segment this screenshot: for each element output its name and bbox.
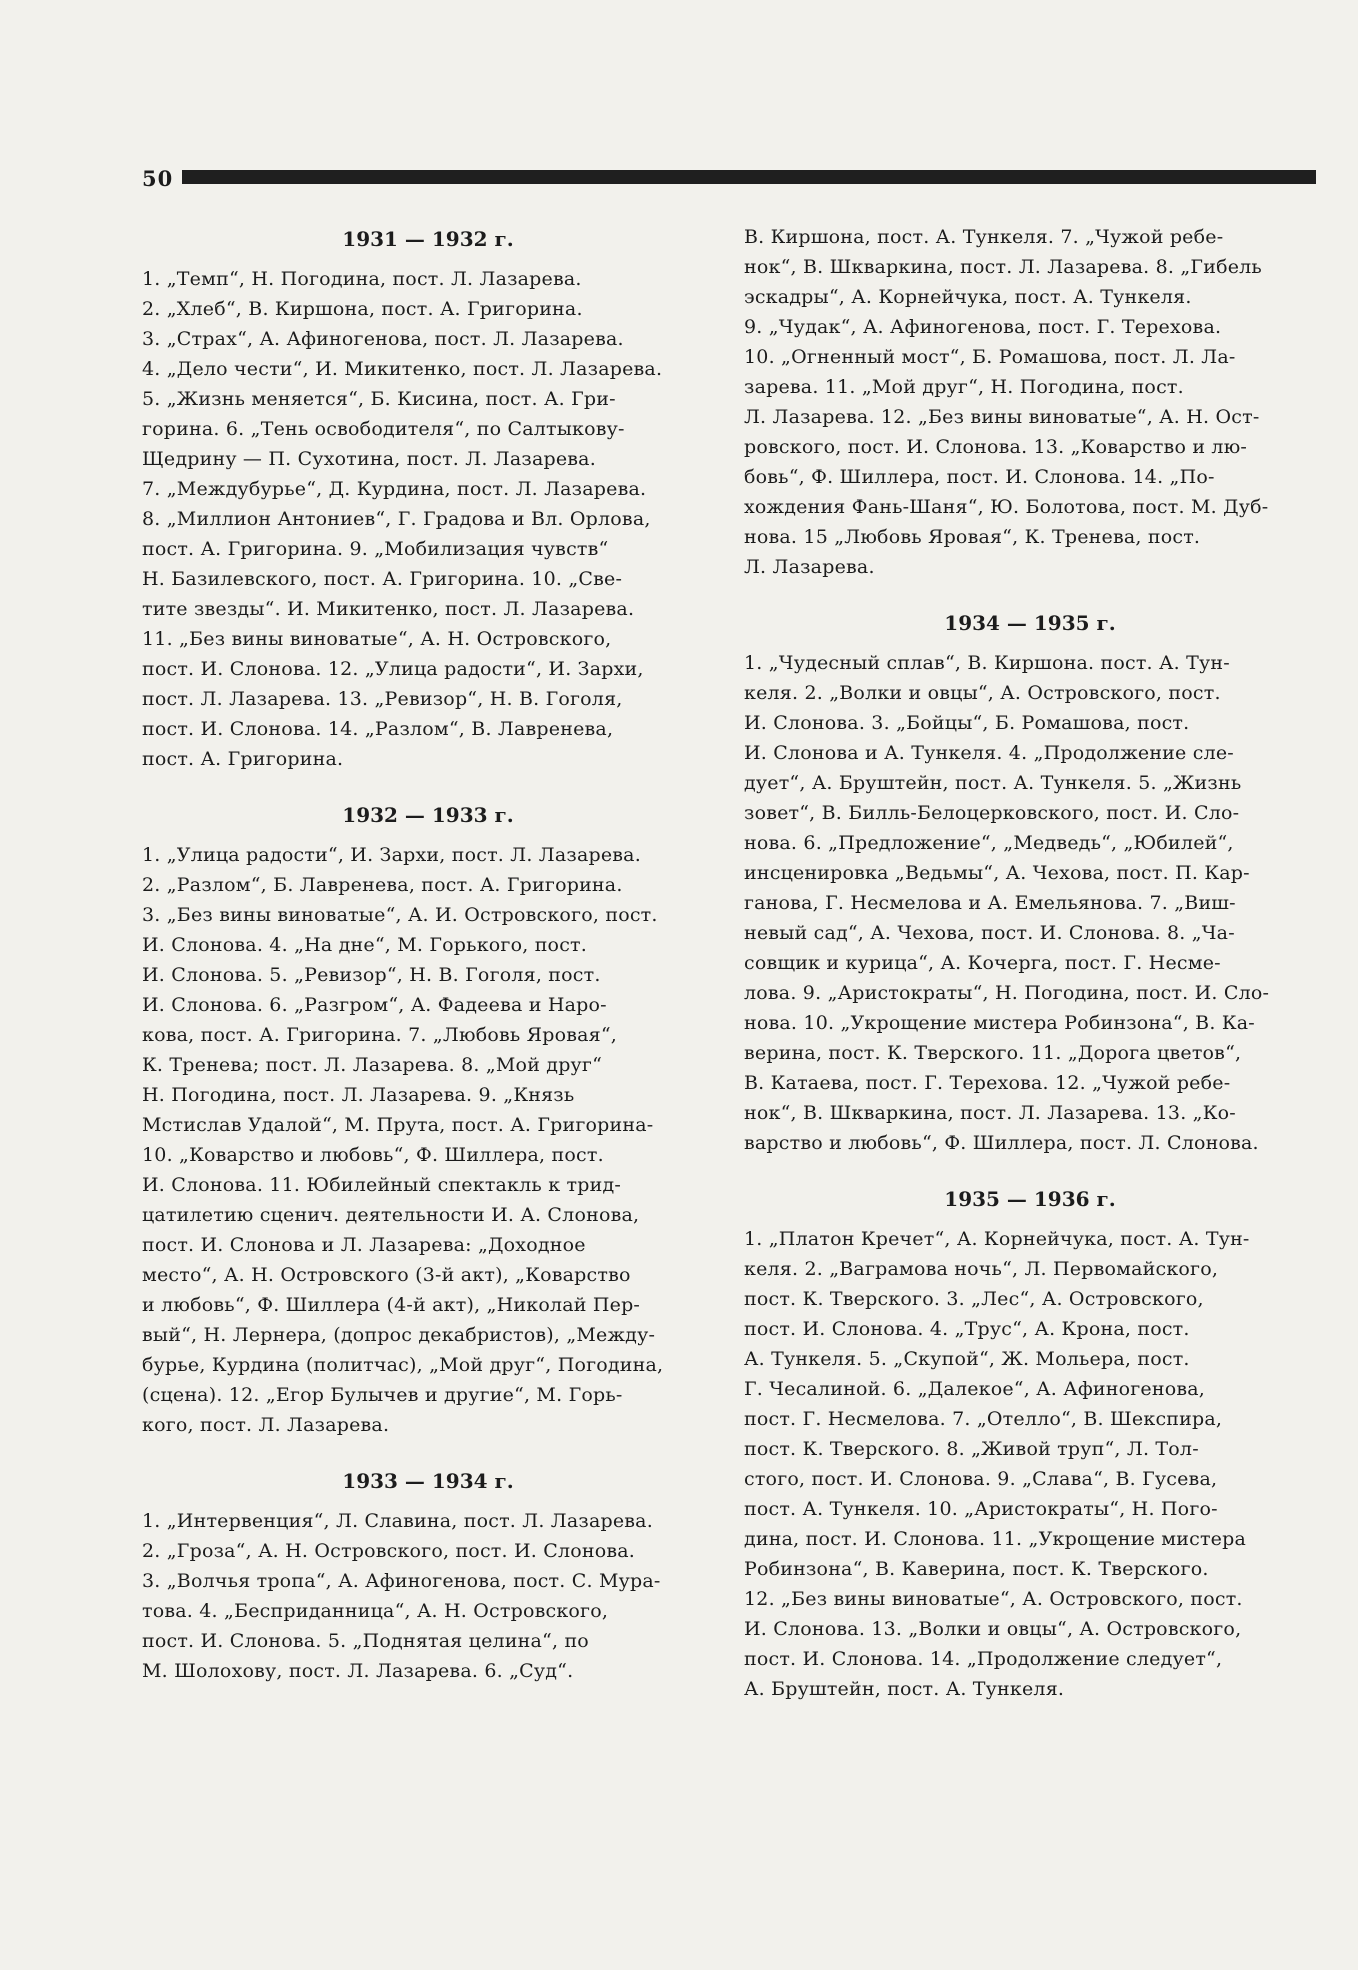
text-line: 12. „Без вины виноватые“, А. Островского, пост.: [744, 1588, 1243, 1610]
season-title: 1932 — 1933 г.: [342, 803, 514, 827]
text-line: лова. 9. „Аристократы“, Н. Погодина, пост. И. Сло-: [744, 982, 1270, 1004]
text-line: 2. „Хлеб“, В. Киршона, пост. А. Григорина.: [142, 298, 583, 320]
season-title: 1935 — 1936 г.: [944, 1187, 1116, 1211]
text-line: варство и любовь“, Ф. Шиллера, пост. Л. Слонова.: [744, 1132, 1259, 1154]
text-line: И. Слонова и А. Тункеля. 4. „Продолжение сле-: [744, 742, 1234, 764]
season-block: [744, 606, 1316, 1158]
text-line: 9. „Чудак“, А. Афиногенова, пост. Г. Терехова.: [744, 316, 1222, 338]
text-line: горина. 6. „Тень освободителя“, по Салтыкову-: [142, 418, 625, 440]
text-line: 1. „Улица радости“, И. Зархи, пост. Л. Лазарева.: [142, 844, 641, 866]
text-line: 3. „Волчья тропа“, А. Афиногенова, пост. С. Мура-: [142, 1570, 661, 1592]
text-line: пост. К. Тверского. 3. „Лес“, А. Островского,: [744, 1288, 1204, 1310]
text-line: 3. „Страх“, А. Афиногенова, пост. Л. Лазарева.: [142, 328, 624, 350]
text-line: ганова, Г. Несмелова и А. Емельянова. 7. „Виш-: [744, 892, 1236, 914]
season-entries: [142, 1506, 714, 1686]
season-title: 1934 — 1935 г.: [944, 611, 1116, 635]
season-entries: [142, 840, 714, 1440]
season-title: 1933 — 1934 г.: [342, 1469, 514, 1493]
text-line: стого, пост. И. Слонова. 9. „Слава“, В. Гусева,: [744, 1468, 1218, 1490]
text-line: М. Шолохову, пост. Л. Лазарева. 6. „Суд“.: [142, 1660, 574, 1682]
season-block: [142, 798, 714, 1440]
text-line: (сцена). 12. „Егор Булычев и другие“, М. Горь-: [142, 1384, 623, 1406]
text-line: инсценировка „Ведьмы“, А. Чехова, пост. П. Кар-: [744, 862, 1250, 884]
text-line: 2. „Разлом“, Б. Лавренева, пост. А. Григорина.: [142, 874, 623, 896]
text-line: пост. И. Слонова. 12. „Улица радости“, И. Зархи,: [142, 658, 644, 680]
header-rule: [182, 170, 1316, 184]
text-line: 5. „Жизнь меняется“, Б. Кисина, пост. А. Гри-: [142, 388, 616, 410]
text-line: пост. К. Тверского. 8. „Живой труп“, Л. Тол-: [744, 1438, 1199, 1460]
text-line: зарева. 11. „Мой друг“, Н. Погодина, пост.: [744, 376, 1184, 398]
text-line: пост. А. Григорина. 9. „Мобилизация чувств“: [142, 538, 609, 560]
season-title: 1931 — 1932 г.: [342, 227, 514, 251]
right-column: [744, 222, 1316, 1728]
season-block: [744, 1182, 1316, 1704]
text-line: К. Тренева; пост. Л. Лазарева. 8. „Мой друг“: [142, 1054, 603, 1076]
text-line: пост. И. Слонова и Л. Лазарева: „Доходное: [142, 1234, 586, 1256]
text-line: В. Катаева, пост. Г. Терехова. 12. „Чужой ребе-: [744, 1072, 1231, 1094]
text-line: А. Бруштейн, пост. А. Тункеля.: [744, 1678, 1065, 1700]
season-entries: [744, 1224, 1316, 1704]
text-line: пост. И. Слонова. 5. „Поднятая целина“, по: [142, 1630, 589, 1652]
text-line: И. Слонова. 5. „Ревизор“, Н. В. Гоголя, пост.: [142, 964, 601, 986]
text-line: келя. 2. „Волки и овцы“, А. Островского, пост.: [744, 682, 1221, 704]
continued-entries: [744, 222, 1316, 582]
text-line: пост. Г. Несмелова. 7. „Отелло“, В. Шекспира,: [744, 1408, 1223, 1430]
text-line: нова. 15 „Любовь Яровая“, К. Тренева, пост.: [744, 526, 1201, 548]
text-line: пост. А. Тункеля. 10. „Аристократы“, Н. Пого-: [744, 1498, 1218, 1520]
text-line: и любовь“, Ф. Шиллера (4-й акт), „Николай Пер-: [142, 1294, 641, 1316]
text-line: 3. „Без вины виноватые“, А. И. Островского, пост.: [142, 904, 658, 926]
text-line: кого, пост. Л. Лазарева.: [142, 1414, 390, 1436]
text-line: 10. „Коварство и любовь“, Ф. Шиллера, пост.: [142, 1144, 604, 1166]
text-line: вый“, Н. Лернера, (допрос декабристов), „Между-: [142, 1324, 656, 1346]
text-line: дина, пост. И. Слонова. 11. „Укрощение мистера: [744, 1528, 1247, 1550]
text-line: тите звезды“. И. Микитенко, пост. Л. Лазарева.: [142, 598, 635, 620]
text-line: пост. Л. Лазарева. 13. „Ревизор“, Н. В. Гоголя,: [142, 688, 623, 710]
text-line: 10. „Огненный мост“, Б. Ромашова, пост. Л. Ла-: [744, 346, 1236, 368]
season-entries: [142, 264, 714, 774]
text-line: верина, пост. К. Тверского. 11. „Дорога цветов“,: [744, 1042, 1242, 1064]
text-line: И. Слонова. 11. Юбилейный спектакль к трид-: [142, 1174, 621, 1196]
text-line: 11. „Без вины виноватые“, А. Н. Островского,: [142, 628, 612, 650]
text-line: ровского, пост. И. Слонова. 13. „Коварство и лю-: [744, 436, 1248, 458]
text-line: 1. „Темп“, Н. Погодина, пост. Л. Лазарева.: [142, 268, 582, 290]
text-line: Н. Погодина, пост. Л. Лазарева. 9. „Князь: [142, 1084, 575, 1106]
text-line: дует“, А. Бруштейн, пост. А. Тункеля. 5. „Жизнь: [744, 772, 1242, 794]
page-number: 50: [142, 166, 174, 191]
text-line: пост. И. Слонова. 14. „Разлом“, В. Лавренева,: [142, 718, 614, 740]
text-line: нова. 6. „Предложение“, „Медведь“, „Юбилей“,: [744, 832, 1234, 854]
text-line: 7. „Междубурье“, Д. Курдина, пост. Л. Лазарева.: [142, 478, 647, 500]
text-line: А. Тункеля. 5. „Скупой“, Ж. Мольера, пост.: [744, 1348, 1190, 1370]
text-line: това. 4. „Бесприданница“, А. Н. Островского,: [142, 1600, 609, 1622]
left-column: [142, 222, 714, 1710]
text-line: И. Слонова. 6. „Разгром“, А. Фадеева и Наро-: [142, 994, 607, 1016]
text-line: И. Слонова. 3. „Бойцы“, Б. Ромашова, пост.: [744, 712, 1190, 734]
text-line: пост. А. Григорина.: [142, 748, 344, 770]
text-line: пост. И. Слонова. 4. „Трус“, А. Крона, пост.: [744, 1318, 1190, 1340]
text-line: бурье, Курдина (политчас), „Мой друг“, Погодина,: [142, 1354, 664, 1376]
text-line: келя. 2. „Ваграмова ночь“, Л. Первомайского,: [744, 1258, 1219, 1280]
text-line: И. Слонова. 4. „На дне“, М. Горького, пост.: [142, 934, 587, 956]
text-line: 1. „Интервенция“, Л. Славина, пост. Л. Лазарева.: [142, 1510, 653, 1532]
text-line: хождения Фань-Шаня“, Ю. Болотова, пост. М. Дуб-: [744, 496, 1269, 518]
text-line: нова. 10. „Укрощение мистера Робинзона“, В. Ка-: [744, 1012, 1255, 1034]
text-line: пост. И. Слонова. 14. „Продолжение следует“,: [744, 1648, 1223, 1670]
text-line: Л. Лазарева. 12. „Без вины виноватые“, А. Н. Ост-: [744, 406, 1260, 428]
text-line: В. Киршона, пост. А. Тункеля. 7. „Чужой ребе-: [744, 226, 1224, 248]
season-block: [142, 222, 714, 774]
text-line: 8. „Миллион Антониев“, Г. Градова и Вл. Орлова,: [142, 508, 651, 530]
text-line: невый сад“, А. Чехова, пост. И. Слонова. 8. „Ча-: [744, 922, 1235, 944]
text-line: 1. „Чудесный сплав“, В. Киршона. пост. А. Тун-: [744, 652, 1230, 674]
text-line: зовет“, В. Билль-Белоцерковского, пост. И. Сло-: [744, 802, 1240, 824]
text-line: 1. „Платон Кречет“, А. Корнейчука, пост. А. Тун-: [744, 1228, 1250, 1250]
text-line: Мстислав Удалой“, М. Прута, пост. А. Григорина-: [142, 1114, 654, 1136]
text-line: место“, А. Н. Островского (3-й акт), „Коварство: [142, 1264, 631, 1286]
text-line: совщик и курица“, А. Кочерга, пост. Г. Несме-: [744, 952, 1221, 974]
text-line: цатилетию сценич. деятельности И. А. Слонова,: [142, 1204, 640, 1226]
text-line: Робинзона“, В. Каверина, пост. К. Тверского.: [744, 1558, 1209, 1580]
text-line: Н. Базилевского, пост. А. Григорина. 10. „Све-: [142, 568, 623, 590]
text-line: Г. Чесалиной. 6. „Далекое“, А. Афиногенова,: [744, 1378, 1206, 1400]
text-line: эскадры“, А. Корнейчука, пост. А. Тункеля.: [744, 286, 1192, 308]
text-line: 4. „Дело чести“, И. Микитенко, пост. Л. Лазарева.: [142, 358, 663, 380]
text-line: нок“, В. Шкваркина, пост. Л. Лазарева. 8. „Гибель: [744, 256, 1262, 278]
text-line: нок“, В. Шкваркина, пост. Л. Лазарева. 13. „Ко-: [744, 1102, 1236, 1124]
text-line: Л. Лазарева.: [744, 556, 875, 578]
text-line: Щедрину — П. Сухотина, пост. Л. Лазарева.: [142, 448, 596, 470]
season-entries: [744, 648, 1316, 1158]
season-block: [142, 1464, 714, 1686]
text-line: 2. „Гроза“, А. Н. Островского, пост. И. Слонова.: [142, 1540, 636, 1562]
text-line: бовь“, Ф. Шиллера, пост. И. Слонова. 14. „По-: [744, 466, 1215, 488]
text-line: кова, пост. А. Григорина. 7. „Любовь Яровая“,: [142, 1024, 617, 1046]
text-line: И. Слонова. 13. „Волки и овцы“, А. Островского,: [744, 1618, 1242, 1640]
